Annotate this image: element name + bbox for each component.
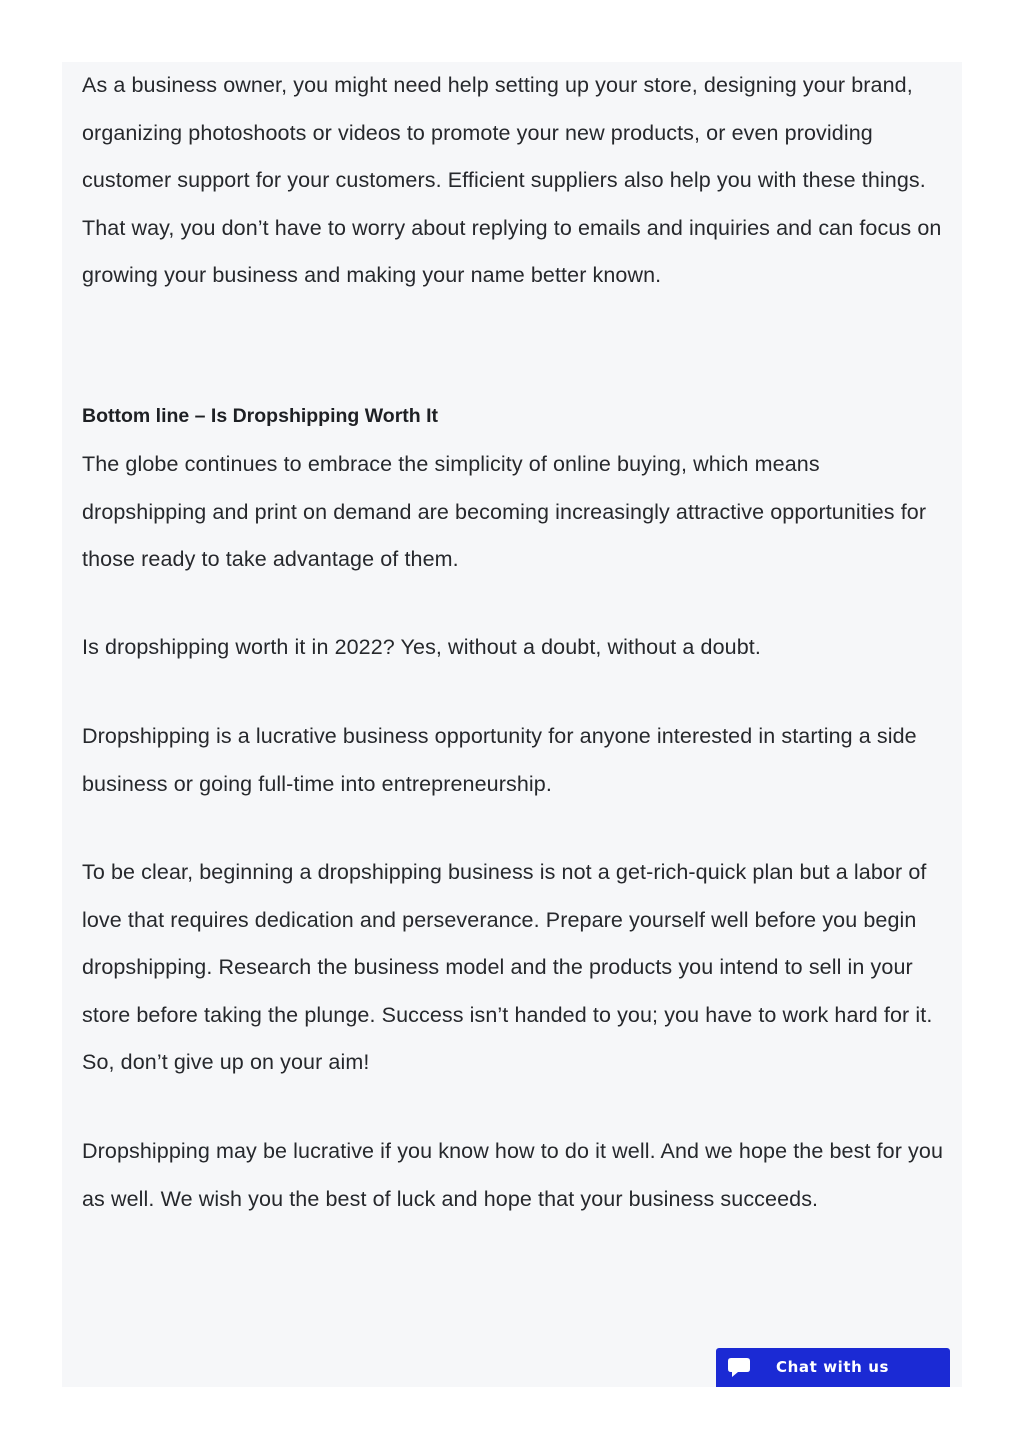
article-paragraph: Is dropshipping worth it in 2022? Yes, without a doubt, without a doubt. [82, 635, 761, 659]
article-paragraph: As a business owner, you might need help setting up your store, designing your brand, organizing photoshoots or videos to promote your new products, or even providing customer support for your customers. Efficient suppliers also help you with these things. That way, you don’t have to worry about replying to emails and inquiries and can focus on growing your business and making your name better known. [82, 73, 942, 288]
article-paragraph: Dropshipping is a lucrative business opportunity for anyone interested in starting a side business or going full-time into entrepreneurship. [82, 724, 917, 796]
article-paragraph: To be clear, beginning a dropshipping business is not a get-rich-quick plan but a labor of love that requires dedication and perseverance. Prepare yourself well before you begin dropshipping. Research the business model and the products you intend to sell in your store before taking the plunge. Success isn’t handed to you; you have to work hard for it. So, don’t give up on your aim! [82, 860, 933, 1075]
chat-with-us-button[interactable] [716, 1348, 950, 1387]
chat-with-us-label: Chat with us [776, 1358, 890, 1376]
section-heading: Bottom line – Is Dropshipping Worth It [82, 405, 439, 427]
article-paragraph: Dropshipping may be lucrative if you know how to do it well. And we hope the best for you as well. We wish you the best of luck and hope that your business succeeds. [82, 1139, 944, 1211]
article-card [62, 62, 962, 1387]
article-paragraph: The globe continues to embrace the simplicity of online buying, which means dropshipping and print on demand are becoming increasingly attractive opportunities for those ready to take advantage of them. [82, 452, 927, 572]
chat-bubble-icon [727, 1356, 751, 1378]
